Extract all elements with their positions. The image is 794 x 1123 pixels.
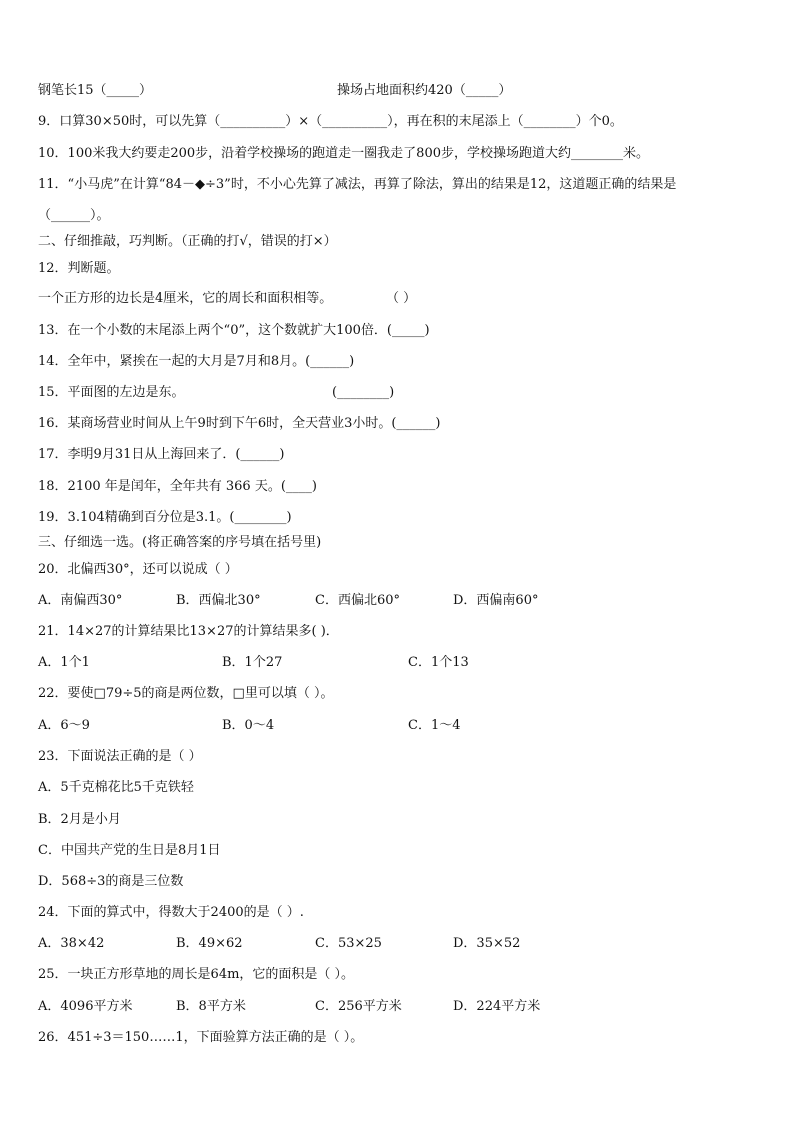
question-12-bracket: （ ） [386,291,417,306]
q24-option-d: D．35×52 [453,936,521,951]
question-11-answer: （______）。 [38,208,110,223]
q24-option-c: C．53×25 [315,936,382,951]
q25-option-c: C．256平方米 [315,999,402,1014]
question-20: 20．北偏西30°，还可以说成（ ） [38,562,238,577]
question-19: 19．3.104精确到百分位是3.1。(________) [38,510,292,525]
question-17: 17．李明9月31日从上海回来了．(______) [38,447,285,462]
q22-option-a: A．6～9 [38,718,90,733]
q24-option-a: A．38×42 [38,936,105,951]
q23-option-b: B．2月是小月 [38,812,121,827]
q25-option-b: B．8平方米 [176,999,246,1014]
q20-option-b: B．西偏北30° [176,593,261,608]
q20-option-d: D．西偏南60° [453,593,539,608]
q21-option-c: C．1个13 [408,655,469,670]
question-25: 25．一块正方形草地的周长是64m，它的面积是（ ）。 [38,967,355,982]
question-11: 11．“小马虎”在计算“84－◆÷3”时，不小心先算了减法，再算了除法，算出的结果是12，这道题正确的结果是 [38,177,677,192]
section-three-heading: 三、仔细选一选。(将正确答案的序号填在括号里) [38,535,322,550]
question-10: 10．100米我大约要走200步，沿着学校操场的跑道走一圈我走了800步，学校操场跑道大约________米。 [38,146,649,161]
question-13: 13．在一个小数的末尾添上两个“0”，这个数就扩大100倍．(_____) [38,323,430,338]
question-12: 12．判断题。 [38,261,120,276]
q23-option-c: C．中国共产党的生日是8月1日 [38,843,221,858]
question-22: 22．要使□79÷5的商是两位数，□里可以填（ ）。 [38,686,334,701]
q23-option-a: A．5千克棉花比5千克铁轻 [38,780,194,795]
q25-option-d: D．224平方米 [453,999,541,1014]
question-18: 18．2100 年是闰年，全年共有 366 天。(____) [38,479,317,494]
question-16: 16．某商场营业时间从上午9时到下午6时，全天营业3小时。(______) [38,416,441,431]
q23-option-d: D．568÷3的商是三位数 [38,874,184,889]
question-26: 26．451÷3＝150……1，下面验算方法正确的是（ ）。 [38,1030,364,1045]
question-23: 23．下面说法正确的是（ ） [38,749,202,764]
q22-option-b: B．0～4 [222,718,275,733]
q22-option-c: C．1～4 [408,718,461,733]
item-pen-length: 钢笔长15（_____） [38,83,153,98]
section-two-heading: 二、仔细推敲，巧判断。（正确的打√，错误的打×） [38,234,337,249]
question-12-statement: 一个正方形的边长是4厘米，它的周长和面积相等。 [38,291,333,306]
q21-option-b: B．1个27 [222,655,283,670]
q21-option-a: A．1个1 [38,655,90,670]
question-15: 15．平面图的左边是东。 [38,385,185,400]
q20-option-c: C．西偏北60° [315,593,400,608]
q24-option-b: B．49×62 [176,936,243,951]
question-21: 21．14×27的计算结果比13×27的计算结果多( )． [38,624,339,639]
question-24: 24．下面的算式中，得数大于2400的是（ ）. [38,905,304,920]
question-15-bracket: (________) [332,385,395,400]
question-14: 14．全年中，紧挨在一起的大月是7月和8月。(______) [38,354,355,369]
q25-option-a: A．4096平方米 [38,999,133,1014]
q20-option-a: A．南偏西30° [38,593,123,608]
item-playground-area: 操场占地面积约420（_____） [337,83,512,98]
question-9: 9．口算30×50时，可以先算（__________）×（__________），再在积的末尾添上（________）个0。 [38,114,623,129]
